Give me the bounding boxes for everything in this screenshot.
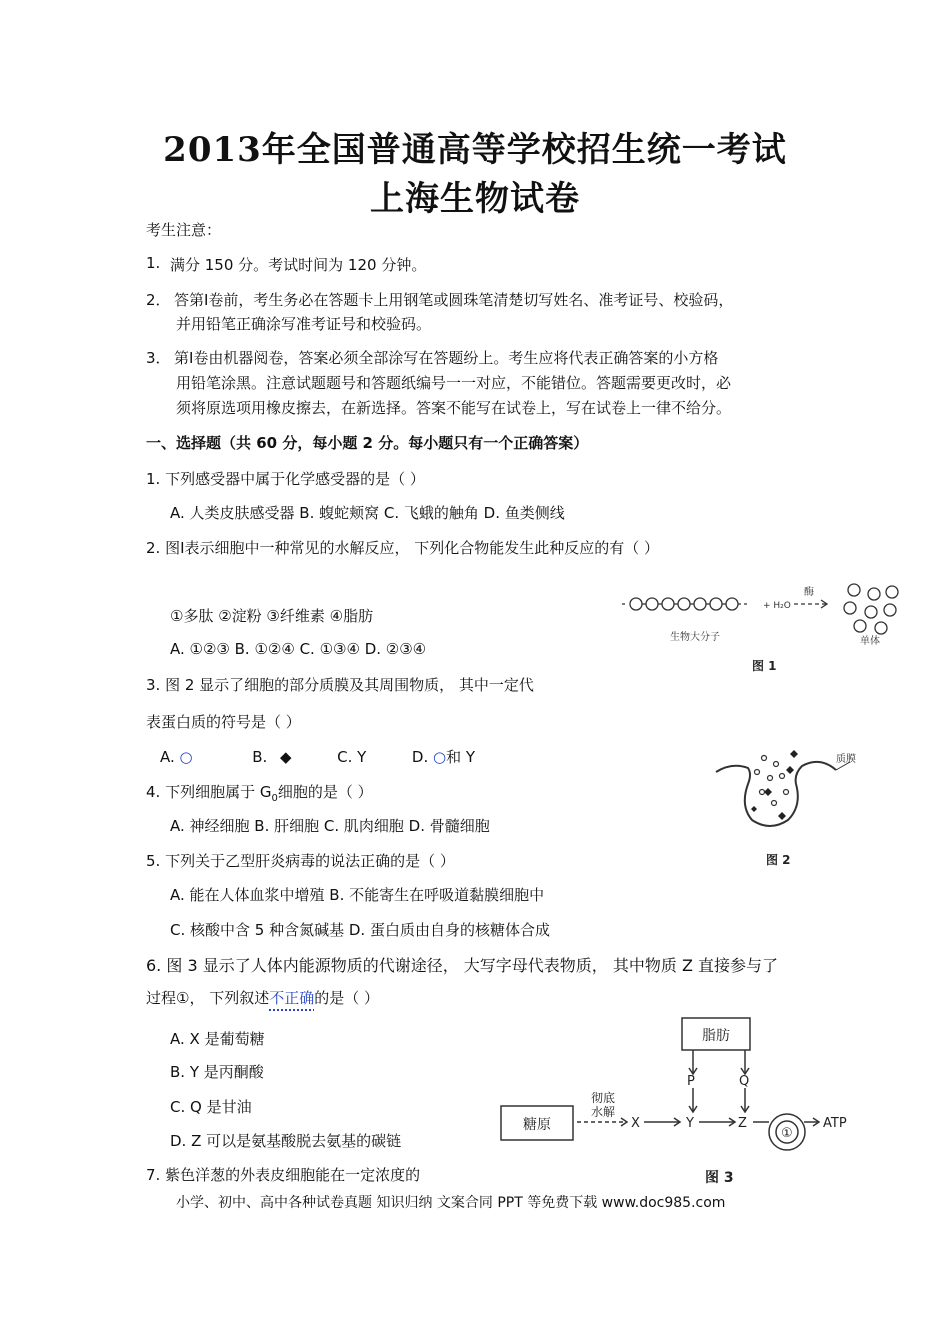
notice-item-2-line-1: 答第Ⅰ卷前，考生务必在答题卡上用钢笔或圆珠笔清楚切写姓名、准考证号、校验码，: [174, 291, 734, 309]
q6-option-d: D. Z 可以是氨基酸脱去氨基的碳链: [170, 1132, 402, 1150]
q3-option-c: C. Y: [337, 748, 367, 766]
page-title: 2013年全国普通高等学校招生统一考试: [163, 130, 787, 170]
fig1-label-right: 单体: [860, 636, 880, 647]
q6-option-b: B. Y 是丙酮酸: [170, 1063, 264, 1081]
q5-options-ab: A. 能在人体血浆中增殖 B. 不能寄生在呼吸道黏膜细胞中: [170, 886, 545, 904]
fig2-membrane-label: 质膜: [836, 754, 856, 765]
q3-option-d-rest: 和 Y: [446, 748, 476, 766]
notice-heading: 考生注意：: [146, 221, 222, 239]
fig3-process-label: ①: [781, 1126, 793, 1141]
q4-subscript: 0: [271, 793, 278, 804]
q6-option-c: C. Q 是甘油: [170, 1098, 252, 1116]
fig1-water-label: + H₂O: [763, 601, 791, 611]
fig3-q-label: Q: [739, 1074, 750, 1089]
fig1-enzyme-label: 酶: [804, 587, 814, 598]
q4-options: A. 神经细胞 B. 肝细胞 C. 肌肉细胞 D. 骨髓细胞: [170, 817, 490, 835]
q3-options: [160, 746, 475, 767]
fig1-caption: 图 1: [752, 659, 777, 673]
figure-3: [497, 1014, 867, 1190]
section-heading: 一、选择题（共 60 分，每小题 2 分。每小题只有一个正确答案）: [146, 434, 589, 452]
q3-stem-line-2: 表蛋白质的符号是（ ）: [146, 713, 301, 731]
fig3-glycogen-label: 糖原: [523, 1117, 551, 1133]
notice-item-1-text: 满分 150 分。考试时间为 120 分钟。: [170, 256, 427, 274]
q2-choices: ①多肽 ②淀粉 ③纤维素 ④脂肪: [170, 607, 374, 625]
notice-item-3-num: 3．: [146, 349, 171, 367]
q6-emphasis-mark: 不正确: [269, 989, 315, 1007]
q6-option-a: A. X 是葡萄糖: [170, 1030, 265, 1048]
q3-diamond-symbol: ◆: [280, 748, 292, 766]
fig3-caption: 图 3: [705, 1170, 734, 1186]
page-subtitle: 上海生物试卷: [370, 179, 580, 219]
notice-item-2-line-2: 并用铅笔正确涂写准考证号和校验码。: [176, 315, 432, 333]
notice-item-3-line-3: 须将原选项用橡皮擦去，在新选择。答案不能写在试卷上，写在试卷上一律不给分。: [176, 399, 732, 417]
q3-circle-symbol: ○: [179, 748, 193, 766]
q3-option-b-label: B.: [252, 748, 268, 766]
figure-2: [712, 748, 862, 870]
fig3-atp-label: ATP: [823, 1116, 847, 1131]
q1-stem: 1. 下列感受器中属于化学感受器的是（ ）: [146, 470, 425, 488]
fig3-fat-label: 脂肪: [702, 1028, 730, 1044]
q6-stem-line-2: 过程①， 下列叙述不正确的是（ ）: [146, 989, 380, 1007]
fig3-y-label: Y: [686, 1116, 694, 1131]
fig1-label-left: 生物大分子: [670, 632, 720, 643]
notice-item-2-num: 2．: [146, 291, 171, 309]
fig3-p-label: P: [687, 1074, 695, 1089]
q2-stem: 2. 图Ⅰ表示细胞中一种常见的水解反应， 下列化合物能发生此种反应的有（ ）: [146, 539, 660, 557]
notice-item-3-line-1: 第Ⅰ卷由机器阅卷，答案必须全部涂写在答题纷上。考生应将代表正确答案的小方格: [174, 349, 719, 367]
q5-stem: 5. 下列关于乙型肝炎病毒的说法正确的是（ ）: [146, 852, 455, 870]
q3-stem-line-1: 3. 图 2 显示了细胞的部分质膜及其周围物质， 其中一定代: [146, 676, 534, 694]
q7-stem: 7. 紫色洋葱的外表皮细胞能在一定浓度的: [146, 1166, 421, 1184]
fig3-x-label: X: [631, 1116, 640, 1131]
fig3-hydrolysis-line-1: 彻底: [591, 1091, 616, 1105]
notice-item-1-num: 1.: [146, 254, 161, 272]
q3-option-a-label: A.: [160, 748, 175, 766]
fig2-caption: 图 2: [766, 853, 791, 867]
q2-options: A. ①②③ B. ①②④ C. ①③④ D. ②③④: [170, 640, 427, 658]
q4-stem: 4. 下列细胞属于 $G_0$细胞的是（ ）: [146, 783, 373, 804]
fig3-hydrolysis-line-2: 水解: [591, 1105, 616, 1119]
q5-options-cd: C. 核酸中含 5 种含氮碱基 D. 蛋白质由自身的核糖体合成: [170, 921, 550, 939]
q1-options: A. 人类皮肤感受器 B. 蝮蛇颊窝 C. 飞蛾的触角 D. 鱼类侧线: [170, 504, 565, 522]
notice-item-3-line-2: 用铅笔涂黑。注意试题题号和答题纸编号一一对应，不能错位。答题需要更改时，必: [176, 374, 732, 392]
q3-option-d-circle-symbol: ○: [433, 748, 447, 766]
q6-stem-line-1: 6. 图 3 显示了人体内能源物质的代谢途径， 大写字母代表物质， 其中物质 Z 直接参与了: [146, 956, 779, 975]
q3-option-d-label: D.: [411, 748, 429, 766]
footer-text: 小学、初中、高中各种试卷真题 知识归纳 文案合同 PPT 等免费下载 www.doc985.com: [176, 1195, 726, 1211]
fig3-z-label: Z: [738, 1116, 747, 1131]
figure-1: [618, 582, 918, 678]
